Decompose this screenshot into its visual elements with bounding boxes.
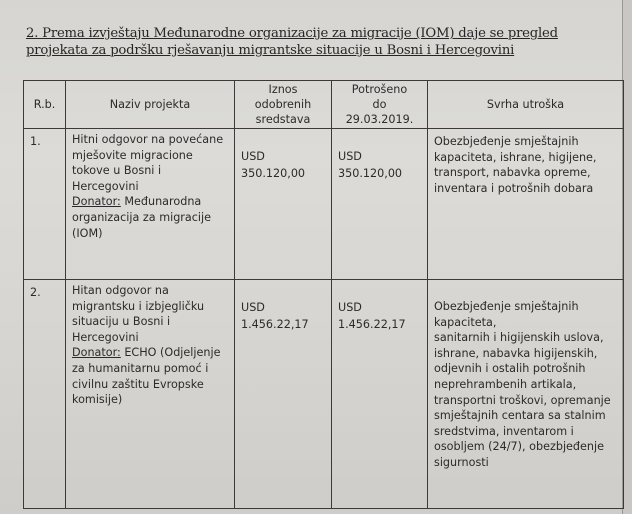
amount-currency: USD [241, 150, 265, 163]
projects-table [23, 80, 624, 509]
purpose-line: smještajnih centara sa stalnim [434, 409, 606, 423]
spent-currency: USD [338, 150, 362, 163]
project-name-line: Hercegovini [72, 330, 139, 344]
header-amount-line: Iznos [268, 83, 298, 96]
amount-currency: USD [241, 301, 265, 314]
approved-amount-cell [235, 129, 332, 280]
donor-name: ECHO (Odjeljenje [120, 346, 221, 360]
purpose-cell [428, 280, 624, 509]
purpose-line: Obezbjeđenje smještajnih [434, 300, 579, 313]
purpose-line: kapaciteta, [434, 315, 497, 329]
table-header-row [24, 81, 624, 129]
row-number-cell [24, 280, 66, 509]
project-name-line: Hitan odgovor na [72, 284, 169, 297]
spent-amount-cell [332, 129, 428, 280]
project-name-cell [66, 280, 235, 509]
donor-line: (IOM) [72, 226, 103, 240]
purpose-line: sredstvima, inventarom i [434, 424, 574, 438]
row-number: 2. [30, 286, 41, 299]
header-approved-amount [235, 81, 332, 129]
spent-value: 1.456.22,17 [338, 318, 406, 331]
donor-line [72, 345, 228, 361]
header-spent-line: 29.03.2019. [345, 113, 414, 126]
project-name-line: tokove u Bosni i [72, 164, 162, 178]
donor-line: organizacija za migracije [72, 210, 212, 224]
purpose-line: inventara i potrošnih dobara [434, 181, 594, 195]
header-amount-line: sredstava [255, 113, 311, 126]
header-amount-line: odobrenih [254, 98, 312, 111]
donor-line: za humanitarnu pomoć i [72, 361, 209, 375]
purpose-line: ishrane, nabavka higijenskih, [434, 346, 598, 360]
purpose-line: osobljem (24/7), obezbjeđenje [434, 440, 604, 454]
amount-value: 1.456.22,17 [241, 318, 309, 331]
purpose-line: odjevnih i ostalih potrošnih [434, 362, 586, 376]
purpose-line: kapaciteta, ishrane, higijene, [434, 150, 597, 164]
donor-line: komisije) [72, 393, 123, 407]
project-name-line: Hercegovini [72, 179, 139, 193]
donor-name: Međunarodna [120, 195, 202, 209]
purpose-line: sanitarnih i higijenskih uslova, [434, 331, 604, 345]
purpose-line: Obezbjeđenje smještajnih [434, 135, 579, 148]
header-spent-line: do [372, 98, 387, 111]
section-heading [26, 25, 586, 59]
row-number-cell [24, 129, 66, 280]
heading-line-1: 2. Prema izvještaju Međunarodne organizacije za migracije (IOM) daje se pregled [26, 26, 558, 41]
header-spent [332, 81, 428, 129]
header-project-name: Naziv projekta [66, 81, 235, 129]
row-number: 1. [30, 135, 41, 148]
donor-label: Donator: [72, 346, 121, 360]
header-rb: R.b. [24, 81, 66, 129]
project-name-cell [66, 129, 235, 280]
header-spent-line: Potrošeno [351, 83, 408, 96]
donor-label: Donator: [72, 195, 121, 209]
table-row [24, 129, 624, 280]
heading-line-2: projekata za podršku rješavanju migrantske situacije u Bosni i Hercegovini [26, 43, 515, 58]
project-name-line: situaciju u Bosni i [72, 315, 171, 329]
donor-line: civilnu zaštitu Evropske [72, 377, 204, 391]
donor-line [72, 194, 228, 210]
spent-value: 350.120,00 [338, 167, 403, 180]
approved-amount-cell [235, 280, 332, 509]
purpose-line: transportni troškovi, opremanje [434, 393, 611, 407]
project-name-line: mješovite migracione [72, 148, 193, 162]
purpose-line: sigurnosti [434, 455, 489, 469]
amount-value: 350.120,00 [241, 167, 306, 180]
spent-currency: USD [338, 301, 362, 314]
purpose-line: neprehrambenih artikala, [434, 377, 577, 391]
header-purpose: Svrha utroška [428, 81, 624, 129]
table-row [24, 280, 624, 509]
spent-amount-cell [332, 280, 428, 509]
purpose-line: transport, nabavka opreme, [434, 166, 591, 180]
project-name-line: migrantsku i izbjegličku [72, 299, 205, 313]
project-name-line: Hitni odgovor na povećane [72, 133, 224, 146]
purpose-cell [428, 129, 624, 280]
